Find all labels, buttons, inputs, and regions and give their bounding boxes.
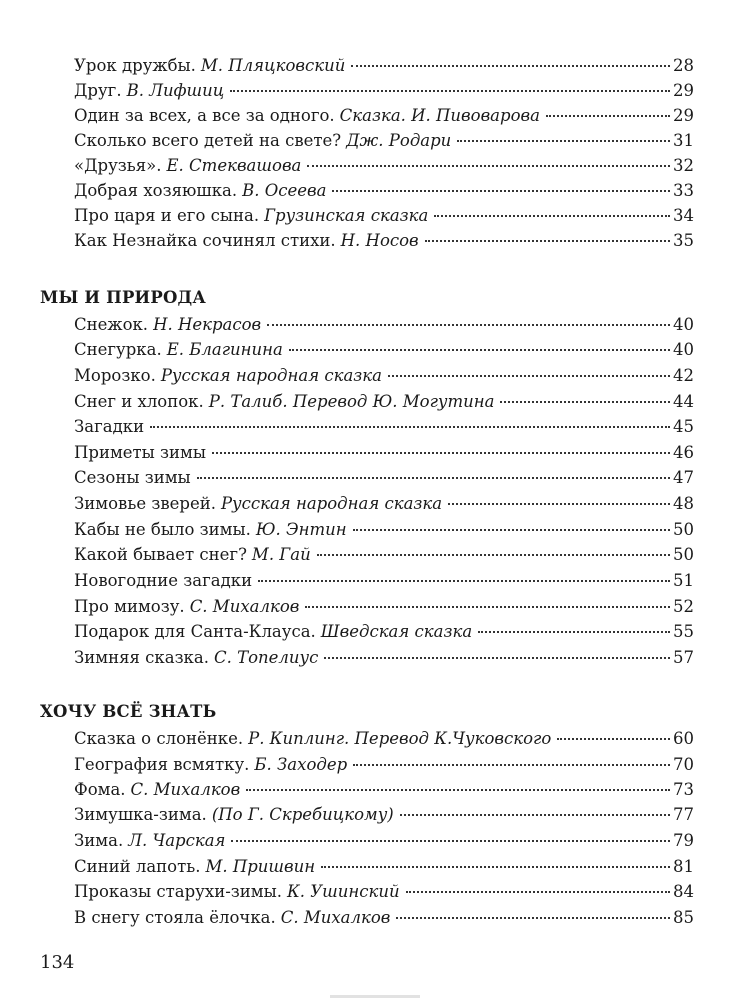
page-edge-mark [330,995,420,998]
entry-page: 33 [673,181,694,200]
entry-page: 40 [673,315,694,334]
entry-title: Урок дружбы. [74,56,196,75]
entry-page: 52 [673,597,694,616]
dot-leader [212,452,670,454]
entry-author: М. Пляцковский [200,56,346,75]
entry-title: Один за всех, а все за одного. [74,106,335,125]
entry-author: Ю. Энтин [255,520,347,539]
toc-entry[interactable] [74,178,694,204]
entry-author: (По Г. Скребицкому) [211,805,394,824]
toc-entry[interactable] [74,752,694,778]
entry-author: Русская народная сказка [160,366,382,385]
entry-title: Снег и хлопок. [74,392,204,411]
toc-entry[interactable] [74,802,694,828]
entry-author: Шведская сказка [320,622,473,641]
entry-title: Сезоны зимы [74,468,191,487]
entry-page: 50 [673,545,694,564]
dot-leader [307,165,670,167]
dot-leader [267,324,670,326]
dot-leader [425,240,670,242]
dot-leader [305,606,670,608]
dot-leader [457,140,670,142]
entry-title: Новогодние загадки [74,571,253,590]
entry-author: Л. Чарская [128,831,226,850]
toc-entry[interactable] [74,228,694,254]
toc-entry[interactable] [74,78,694,104]
entry-author: Сказка. И. Пивоварова [339,106,540,125]
entry-title: Синий лапоть. [74,857,201,876]
dot-leader [289,349,670,351]
entry-author: Е. Благинина [166,340,283,359]
toc-entry[interactable] [74,389,694,415]
toc-entry[interactable] [74,854,694,880]
entry-title: Какой бывает снег? [74,545,247,564]
toc-entry[interactable] [74,828,694,854]
entry-page: 70 [673,755,694,774]
entry-page: 73 [673,780,694,799]
toc-entry[interactable] [74,619,694,645]
toc-entry[interactable] [74,491,694,517]
dot-leader [396,917,670,919]
toc-entry[interactable] [74,153,694,179]
entry-title: Фома. [74,780,126,799]
toc-entry[interactable] [74,517,694,543]
entry-author: Грузинская сказка [264,206,429,225]
entry-title: Зимняя сказка. [74,648,209,667]
dot-leader [500,401,670,403]
entry-title: Загадки [74,417,145,436]
entry-title: Приметы зимы [74,443,207,462]
dot-leader [150,426,670,428]
dot-leader [258,580,670,582]
entry-author: К. Ушинский [286,882,400,901]
dot-leader [197,477,670,479]
entry-page: 51 [673,571,694,590]
entry-page: 48 [673,494,694,513]
entry-author: Б. Заходер [254,755,348,774]
dot-leader [317,554,670,556]
toc-entry[interactable] [74,879,694,905]
entry-author: С. Михалков [280,908,391,927]
entry-author: Н. Некрасов [153,315,262,334]
entry-page: 35 [673,231,694,250]
entry-title: Снегурка. [74,340,162,359]
entry-author: В. Осеева [242,181,327,200]
entry-author: С. Михалков [189,597,300,616]
entry-author: Р. Киплинг. Перевод К.Чуковского [248,729,552,748]
entry-author: Е. Стеквашова [166,156,302,175]
toc-entry[interactable] [74,726,694,752]
entry-page: 32 [673,156,694,175]
entry-page: 77 [673,805,694,824]
dot-leader [351,65,670,67]
page-number: 134 [40,952,75,973]
entry-title: Как Незнайка сочинял стихи. [74,231,336,250]
dot-leader [353,764,670,766]
entry-page: 60 [673,729,694,748]
entry-page: 55 [673,622,694,641]
toc-entry[interactable] [74,645,694,671]
dot-leader [557,738,670,740]
entry-page: 85 [673,908,694,927]
entry-page: 44 [673,392,694,411]
entry-page: 57 [673,648,694,667]
entry-author: М. Гай [251,545,311,564]
entry-author: М. Пришвин [205,857,316,876]
entry-author: Дж. Родари [346,131,452,150]
entry-title: Про мимозу. [74,597,185,616]
entry-author: Русская народная сказка [220,494,443,513]
toc-entry[interactable] [74,414,694,440]
dot-leader [546,115,670,117]
toc-entry[interactable] [74,440,694,466]
entry-author: С. Михалков [130,780,241,799]
entry-author: Н. Носов [340,231,419,250]
entry-page: 40 [673,340,694,359]
entry-title: Зима. [74,831,124,850]
dot-leader [332,190,670,192]
dot-leader [406,891,670,893]
entry-page: 31 [673,131,694,150]
section-heading: ХОЧУ ВСЁ ЗНАТЬ [40,702,217,721]
entry-page: 46 [673,443,694,462]
entry-page: 45 [673,417,694,436]
toc-entry[interactable] [74,777,694,803]
entry-page: 50 [673,520,694,539]
toc-entry[interactable] [74,905,694,931]
entry-title: «Друзья». [74,156,162,175]
entry-title: География всмятку. [74,755,250,774]
entry-title: Сказка о слонёнке. [74,729,244,748]
dot-leader [353,529,670,531]
dot-leader [246,789,670,791]
toc-entry[interactable] [74,363,694,389]
entry-title: Зимовье зверей. [74,494,216,513]
section-heading: МЫ И ПРИРОДА [40,288,207,307]
toc-entry[interactable] [74,594,694,620]
entry-page: 29 [673,81,694,100]
entry-title: Проказы старухи-зимы. [74,882,282,901]
entry-title: Добрая хозяюшка. [74,181,238,200]
entry-page: 29 [673,106,694,125]
entry-title: Морозко. [74,366,156,385]
dot-leader [400,814,670,816]
entry-author: Р. Талиб. Перевод Ю. Могутина [208,392,495,411]
entry-page: 79 [673,831,694,850]
entry-title: Зимушка-зима. [74,805,207,824]
dot-leader [230,90,670,92]
entry-title: Друг. [74,81,122,100]
entry-title: В снегу стояла ёлочка. [74,908,276,927]
entry-title: Кабы не было зимы. [74,520,251,539]
entry-page: 84 [673,882,694,901]
dot-leader [231,840,670,842]
toc-entry[interactable] [74,128,694,154]
toc-entry[interactable] [74,103,694,129]
entry-title: Снежок. [74,315,149,334]
toc-entry[interactable] [74,568,694,594]
entry-page: 47 [673,468,694,487]
dot-leader [324,657,670,659]
entry-page: 28 [673,56,694,75]
entry-page: 42 [673,366,694,385]
toc-entry[interactable] [74,203,694,229]
dot-leader [388,375,670,377]
entry-title: Подарок для Санта-Клауса. [74,622,316,641]
entry-page: 81 [673,857,694,876]
dot-leader [434,215,670,217]
toc-entry[interactable] [74,542,694,568]
dot-leader [478,631,670,633]
dot-leader [448,503,670,505]
dot-leader [321,866,670,868]
entry-page: 34 [673,206,694,225]
toc-entry[interactable] [74,337,694,363]
entry-author: В. Лифшиц [126,81,225,100]
toc-entry[interactable] [74,465,694,491]
entry-title: Сколько всего детей на свете? [74,131,342,150]
toc-entry[interactable] [74,53,694,79]
entry-title: Про царя и его сына. [74,206,260,225]
toc-entry[interactable] [74,312,694,338]
entry-author: С. Топелиус [213,648,319,667]
